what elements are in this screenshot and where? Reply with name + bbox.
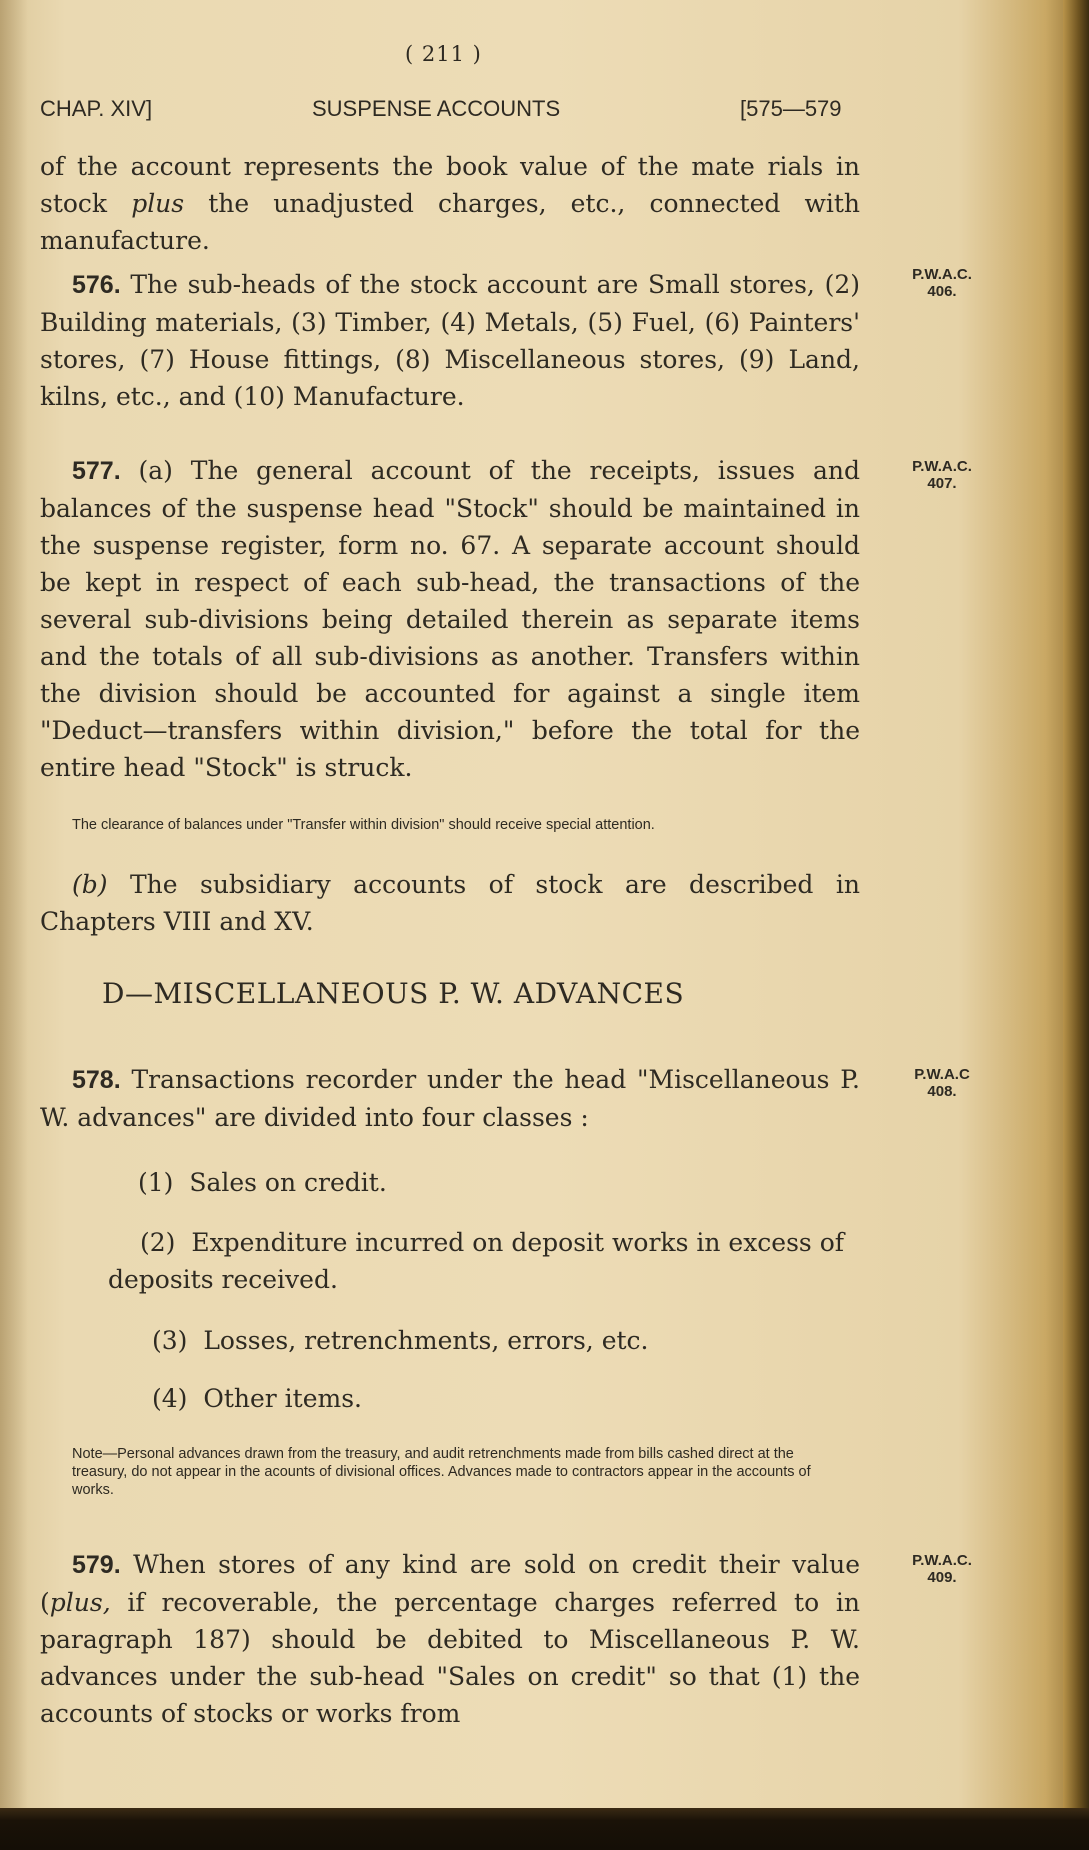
margin-ref-578: P.W.A.C — [914, 1066, 970, 1083]
paragraph-577-b — [40, 866, 860, 940]
running-head-title: SUSPENSE ACCOUNTS — [312, 96, 561, 121]
page-right-edge — [1063, 0, 1089, 1850]
note-578: Note—Personal advances drawn from the treasury, and audit retrenchments made from bills cashed direct at the treasury, do not appear in the acounts of divisional offices. Advances made to contractors appear in the accounts of works. — [72, 1446, 811, 1498]
list-item-label: (1) — [138, 1168, 174, 1197]
note-577: The clearance of balances under "Transfer within division" should receive special attention. — [72, 817, 655, 833]
margin-num-578: 408. — [927, 1083, 957, 1100]
paragraph-577 — [40, 452, 860, 786]
paragraph-579-text-before: When stores of any kind are sold on credit their value ( — [40, 1550, 860, 1617]
page-bottom-edge — [0, 1808, 1089, 1850]
paragraph-578 — [40, 1061, 860, 1136]
running-head-range: [575—579 — [740, 96, 842, 121]
margin-ref-577: P.W.A.C. — [912, 458, 972, 475]
sub-b-label: (b) — [72, 870, 108, 899]
list-item — [152, 1380, 362, 1417]
list-item — [152, 1322, 648, 1359]
list-item-text: Other items. — [203, 1384, 362, 1413]
intro-text-after: the unadjusted charges, etc., connected with manufacture. — [40, 189, 861, 255]
margin-note-577 — [887, 458, 997, 492]
list-item-text: Sales on credit. — [189, 1168, 387, 1197]
paragraph-number-576: 576. — [72, 271, 121, 299]
list-item-label: (3) — [152, 1326, 188, 1355]
paragraph-578-text: Transactions recorder under the head "Miscellaneous P. W. advances" are divided into four classes : — [40, 1065, 860, 1132]
paragraph-579 — [40, 1546, 860, 1732]
paragraph-number-579: 579. — [72, 1551, 121, 1579]
page-left-shadow — [0, 0, 28, 1850]
intro-paragraph — [40, 148, 860, 259]
section-heading: D—MISCELLANEOUS P. W. ADVANCES — [102, 977, 685, 1010]
margin-num-577: 407. — [927, 475, 957, 492]
list-item-label: (2) — [140, 1228, 176, 1257]
margin-note-578 — [887, 1066, 997, 1100]
running-head-chapter: CHAP. XIV] — [40, 96, 153, 121]
margin-note-576 — [887, 266, 997, 300]
intro-italic: plus — [131, 189, 185, 218]
sub-b-text: The subsidiary accounts of stock are described in Chapters VIII and XV. — [40, 870, 860, 936]
page-number: ( 211 ) — [405, 42, 482, 66]
list-item — [108, 1224, 858, 1298]
paragraph-number-577: 577. — [72, 457, 121, 485]
paragraph-579-text-after: if recoverable, the percentage charges referred to in paragraph 187) should be debited to Miscellaneous P. W. advances under the sub-head "Sales on credit" so that (1) the accounts of stocks or works from — [40, 1588, 860, 1728]
paragraph-577-text: (a) The general account of the receipts, issues and balances of the suspense head "Stock" should be maintained in the suspense register, form no. 67. A separate account should be kept in respect of each sub-head, the transactions of the several sub-divisions being detailed therein as separate items and the totals of all sub-divisions as another. Transfers within the division should be accounted for against a single item "Deduct—transfers within division," before the total for the entire head "Stock" is struck. — [40, 456, 860, 782]
intro-text-before: of the account represents the book value of the mate rials in stock — [40, 152, 860, 218]
margin-num-579: 409. — [927, 1569, 957, 1586]
paragraph-number-578: 578. — [72, 1066, 121, 1094]
list-item — [138, 1164, 387, 1201]
running-head — [40, 96, 860, 130]
list-item-text: Expenditure incurred on deposit works in excess of deposits received. — [108, 1228, 845, 1294]
paragraph-576 — [40, 266, 860, 415]
margin-ref-576: P.W.A.C. — [912, 266, 972, 283]
margin-ref-579: P.W.A.C. — [912, 1552, 972, 1569]
list-item-label: (4) — [152, 1384, 188, 1413]
paragraph-579-italic: plus, — [49, 1588, 111, 1617]
paragraph-576-text: The sub-heads of the stock account are Small stores, (2) Building materials, (3) Timber, (4) Metals, (5) Fuel, (6) Painters' stores, (7) House fittings, (8) Miscellaneous stores, (9) Land, kilns, etc., and (10) Manufacture. — [40, 270, 860, 411]
list-item-text: Losses, retrenchments, errors, etc. — [203, 1326, 649, 1355]
margin-num-576: 406. — [927, 283, 957, 300]
margin-note-579 — [887, 1552, 997, 1586]
